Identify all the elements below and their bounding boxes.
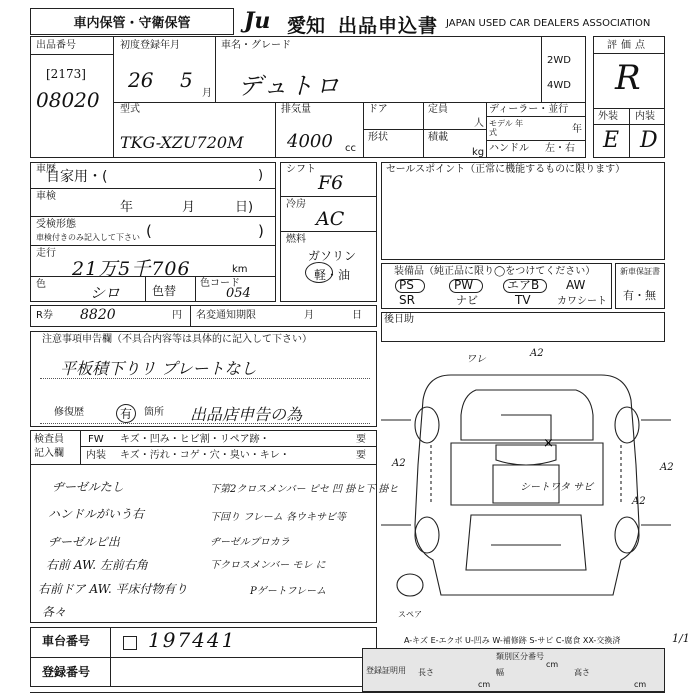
equipment-label: 装備品（純正品に限り◯をつけてください） [394, 266, 596, 277]
drive-4wd: 4WD [547, 80, 571, 91]
damage-legend: A-キズ E-エクボ U-凹み W-補修跡 S-サビ C-腐食 XX-交換済 [404, 636, 621, 645]
spare-label: スペア [398, 610, 422, 619]
shift-label: シフト [286, 164, 316, 175]
owner-box [381, 312, 665, 342]
car-name-label: 車名・グレード [221, 40, 291, 51]
ju-logo: Ju [244, 8, 271, 34]
inspector-note-11: Pゲートフレーム [250, 586, 327, 597]
chassis-label: 車台番号 [42, 634, 91, 648]
form-title: 出品申込書 [338, 15, 439, 37]
color-value: シロ [90, 284, 121, 302]
capacity-label: 定員 [428, 104, 448, 115]
interior-label: 内装 [635, 111, 655, 122]
lot-number: 08020 [36, 88, 100, 112]
evaluation-score: R [615, 58, 641, 98]
fw-items: キズ・凹み・ヒビ割・リペア跡・ [120, 434, 270, 445]
notice-deadline-label: 名変通知期限 [196, 310, 256, 321]
guarantee-label: 新車保証書 [620, 267, 660, 276]
lot-bracket-number: [2173] [46, 67, 86, 81]
diagram-mark-3: A2 [392, 458, 406, 469]
shift-value: F6 [318, 172, 344, 194]
interior-grade: D [640, 128, 658, 153]
aircon-label: 冷房 [286, 199, 306, 210]
repair-history-label: 修復歴 [54, 407, 84, 418]
mileage-unit: km [232, 264, 248, 275]
inspector-note-5: 右前ドア AW. 平床付物有り [38, 582, 188, 596]
transfer-note: 車検付きのみ記入して下さい [36, 233, 140, 242]
equipment-item-airbag: エアB [507, 278, 540, 292]
registration-month: 5 [180, 68, 193, 92]
diagram-mark-1: ワレ [466, 354, 486, 365]
displacement-value: 4000 [287, 131, 333, 152]
repair-part: 出品店申告の為 [190, 405, 303, 424]
first-registration-label: 初度登録年月 [120, 40, 180, 51]
association-name: JAPAN USED CAR DEALERS ASSOCIATION [446, 18, 651, 29]
inspector-note-2: ハンドルがいう右 [48, 507, 145, 521]
inspector-note-6: 各々 [42, 605, 67, 619]
mileage-value: 21万5千706 [72, 258, 191, 280]
inspector-note-4: 右前 AW. 左前右角 [46, 558, 148, 572]
diagram-mark-2: A2 [530, 348, 544, 359]
guarantee-value: 有・無 [623, 289, 656, 302]
displacement-unit: cc [345, 143, 356, 154]
handle-options: 左・右 [545, 143, 575, 154]
inspector-note-8: 下回り フレーム 各ウキサビ等 [210, 512, 346, 523]
inspector-note-9: ヂーゼルプロカラ [210, 537, 290, 548]
year-unit: 年 [572, 124, 582, 135]
width-label: 幅 [496, 668, 504, 677]
exterior-label: 外装 [598, 111, 618, 122]
width-unit: cm [546, 660, 559, 669]
inspection-month-unit: 月 [182, 200, 196, 215]
inspector-note-10: 下クロスメンバー モレ に [210, 560, 326, 571]
diagram-mark-rust: シートワタ サビ [520, 482, 594, 493]
door-label: ドア [368, 104, 388, 115]
displacement-label: 排気量 [281, 104, 311, 115]
lot-number-label: 出品番号 [36, 40, 76, 51]
capacity-unit: 人 [474, 118, 484, 129]
notice-day-unit: 日 [352, 310, 362, 321]
registration-year: 26 [128, 68, 154, 92]
fw-label: FW [88, 434, 104, 445]
inspector-note-3: ヂーゼルピ出 [48, 535, 120, 549]
dealer-label: ディーラー・並行 [489, 104, 569, 115]
height-label: 高さ [574, 668, 590, 677]
fuel-circle-mark [305, 262, 333, 283]
recycle-label: R券 [36, 310, 53, 321]
color-label: 色 [36, 279, 46, 290]
equipment-item-pw: PW [454, 278, 474, 292]
owner-label: 後日助 [384, 314, 414, 325]
transfer-close: ) [258, 222, 264, 240]
load-unit: kg [472, 147, 485, 158]
diagram-mark-x: × [543, 436, 554, 451]
handle-label: ハンドル [489, 143, 529, 154]
inspection-day-unit: 日) [235, 200, 254, 215]
inspector-note-7: 下第2クロスメンバー ピセ 凹 掛ヒ下 掛ヒ [210, 484, 399, 495]
shape-label: 形状 [368, 132, 388, 143]
color-code-label: 色コード [200, 278, 240, 289]
recycle-unit: 円 [172, 310, 182, 321]
notice-month-unit: 月 [304, 310, 314, 321]
fuel-label: 燃料 [286, 234, 306, 245]
equipment-item-aw: AW [566, 278, 586, 292]
length-label: 長さ [418, 668, 434, 677]
inspection-label: 車検 [36, 191, 56, 202]
repair-value: 有 [116, 404, 136, 423]
model-year-label: モデル 年式 [489, 119, 524, 137]
exterior-grade: E [603, 128, 620, 153]
class-number-label: 類別区分番号 [496, 652, 544, 661]
interior-inspect-label: 内装 [86, 450, 106, 461]
interior-inspect-tail: 要 [356, 450, 366, 461]
length-unit: cm [478, 680, 491, 689]
color-code: 054 [226, 286, 251, 301]
chassis-prefix-mark [123, 636, 137, 650]
height-unit: cm [634, 680, 647, 689]
diagram-mark-5: A2 [632, 496, 646, 507]
category-tab: 車内保管・守衛保管 [30, 8, 234, 35]
transfer-label: 受検形態 [36, 219, 76, 230]
reg-cert-label: 登録証明用 [366, 666, 406, 675]
notes-label: 注意事項申告欄（不具合内容等は具体的に記入して下さい） [42, 334, 312, 345]
fuel-options: 軽・油 [314, 268, 351, 282]
org-name: 愛知 [287, 15, 326, 37]
registration-number-label: 登録番号 [42, 665, 91, 679]
repaint-label: 色替 [152, 284, 177, 298]
month-unit: 月 [202, 88, 212, 99]
diagram-mark-4: A2 [660, 462, 674, 473]
evaluation-label: 評価点 [607, 40, 649, 51]
equipment-item-tv: TV [515, 293, 531, 307]
transfer-open: ( [146, 222, 152, 240]
aircon-value: AC [316, 208, 345, 230]
model-code: TKG-XZU720M [120, 133, 244, 152]
sales-point-label: セールスポイント（正常に機能するものに限ります） [386, 164, 626, 175]
fuel-value: ガソリン [308, 249, 357, 263]
sales-point-box [381, 162, 665, 260]
history-close: ) [258, 168, 264, 183]
inspector-sub-label: 記入欄 [34, 448, 64, 459]
notes-line-1: 平板積下りリ プレートなし [60, 359, 257, 378]
history-label: 車歴 [36, 164, 56, 175]
equipment-item-seat: カワシート [557, 296, 607, 307]
equipment-item-sr: SR [399, 293, 415, 307]
interior-inspect-items: キズ・汚れ・コゲ・穴・臭い・キレ・ [120, 450, 290, 461]
load-label: 積載 [428, 132, 448, 143]
drive-2wd: 2WD [547, 55, 571, 66]
mileage-label: 走行 [36, 248, 56, 259]
car-name: デュトロ [238, 72, 342, 100]
equipment-item-navi: ナビ [456, 294, 478, 307]
model-label: 型式 [120, 104, 140, 115]
history-value: 自家用・( [46, 169, 108, 185]
inspection-year-unit: 年 [120, 200, 134, 215]
inspector-label: 検査員 [34, 434, 64, 445]
inspector-note-1: ヂーゼルたし [52, 480, 124, 494]
fw-tail: 要 [356, 434, 366, 445]
chassis-number: 197441 [148, 628, 237, 652]
page-mark: 1/1 [672, 632, 690, 645]
equipment-item-ps: PS [399, 278, 414, 292]
repair-part-label: 箇所 [144, 407, 164, 418]
recycle-value: 8820 [80, 307, 116, 323]
